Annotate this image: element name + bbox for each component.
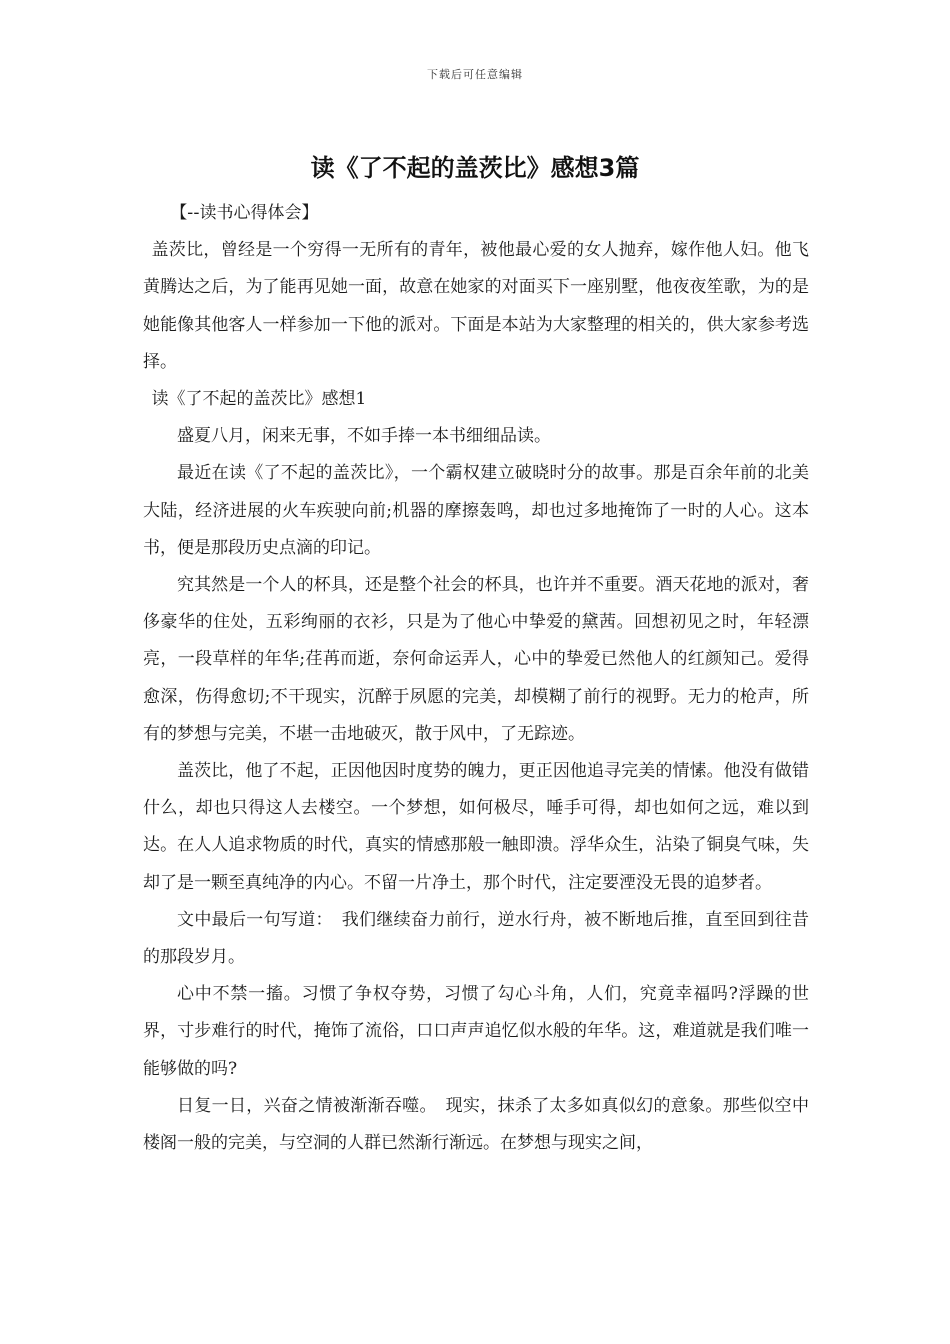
- section-heading: 读《了不起的盖茨比》感想1: [151, 389, 367, 410]
- document-body: [143, 195, 809, 1162]
- body-paragraph: 心中不禁一搐。习惯了争权夺势，习惯了勾心斗角，人们，究竟幸福吗?浮躁的世界，寸步难行的时代，掩饰了流俗，口口声声追忆似水般的年华。这，难道就是我们唯一能够做的吗?: [143, 984, 809, 1079]
- body-paragraph: 究其然是一个人的杯具，还是整个社会的杯具，也许并不重要。酒天花地的派对，奢侈豪华的住处，五彩绚丽的衣衫，只是为了他心中挚爱的黛茜。回想初见之时，年轻漂亮，一段草样的年华;荏苒而逝，奈何命运弄人，心中的挚爱已然他人的红颜知己。爱得愈深，伤得愈切;不干现实，沉醉于夙愿的完美，却模糊了前行的视野。无力的枪声，所有的梦想与完美，不堪一击地破灭，散于风中，了无踪迹。: [143, 575, 809, 744]
- header-note: 下载后可任意编辑: [427, 68, 523, 81]
- body-paragraph: 盛夏八月，闲来无事，不如手捧一本书细细品读。: [177, 426, 551, 447]
- body-paragraph: 文中最后一句写道： 我们继续奋力前行，逆水行舟，被不断地后推，直至回到往昔的那段岁月。: [143, 909, 809, 968]
- body-paragraph: 最近在读《了不起的盖茨比》，一个霸权建立破晓时分的故事。那是百余年前的北美大陆，经济进展的火车疾驶向前;机器的摩擦轰鸣，却也过多地掩饰了一时的人心。这本书，便是那段历史点滴的印记。: [143, 463, 809, 558]
- document-title: 读《了不起的盖茨比》感想3篇: [310, 154, 640, 182]
- body-paragraph: 日复一日，兴奋之情被渐渐吞噬。 现实，抹杀了太多如真似幻的意象。那些似空中楼阁一般的完美，与空洞的人群已然渐行渐远。在梦想与现实之间，: [143, 1095, 809, 1154]
- intro-paragraph: 盖茨比，曾经是一个穷得一无所有的青年，被他最心爱的女人抛弃，嫁作他人妇。他飞黄腾达之后，为了能再见她一面，故意在她家的对面买下一座别墅，他夜夜笙歌，为的是她能像其他客人一样参加一下他的派对。下面是本站为大家整理的相关的，供大家参考选择。: [143, 240, 809, 372]
- body-paragraph: 盖茨比，他了不起，正因他因时度势的魄力，更正因他追寻完美的情愫。他没有做错什么，却也只得这人去楼空。一个梦想，如何极尽，唾手可得，却也如何之远，难以到达。在人人追求物质的时代，真实的情感那般一触即溃。浮华众生，沾染了铜臭气味，失却了是一颗至真纯净的内心。不留一片净土，那个时代，注定要湮没无畏的追梦者。: [143, 761, 809, 893]
- category-tag: 【--读书心得体会】: [170, 203, 319, 223]
